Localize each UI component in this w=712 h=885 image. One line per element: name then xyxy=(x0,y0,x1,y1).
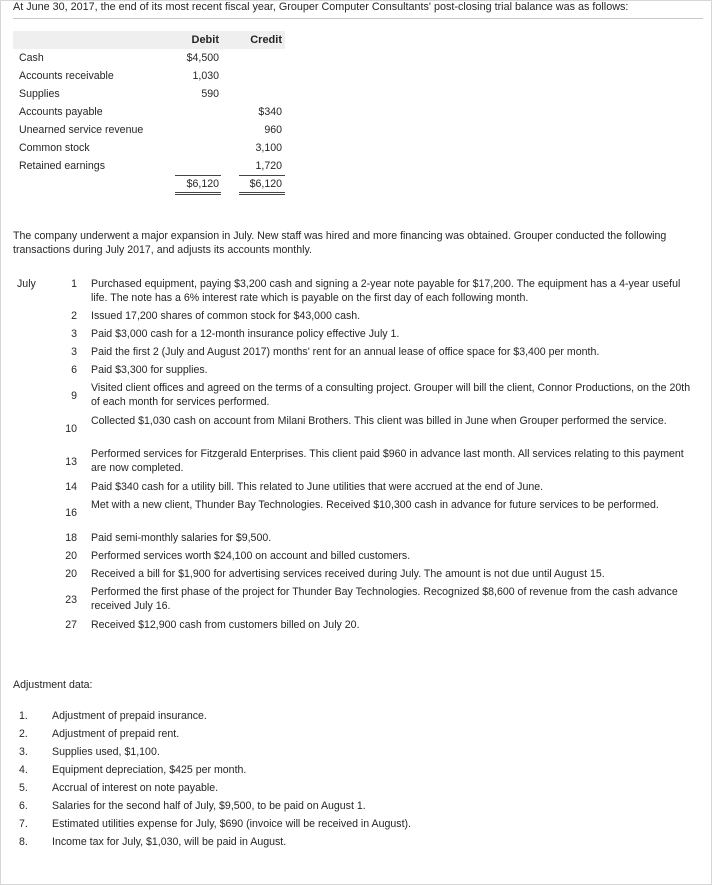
adjustment-text: Supplies used, $1,100. xyxy=(52,746,160,758)
transaction-text: Issued 17,200 shares of common stock for $43,000 cash. xyxy=(91,310,361,322)
table-row xyxy=(13,103,285,121)
intro-text: At June 30, 2017, the end of its most recent fiscal year, Grouper Computer Consultants' post-closing trial balance was as follows: xyxy=(13,0,703,19)
account-name: Accounts payable xyxy=(19,106,103,118)
list-item xyxy=(13,585,703,618)
list-item xyxy=(13,817,693,835)
trial-balance-table xyxy=(13,31,285,193)
adjustment-title: Adjustment data: xyxy=(13,679,93,691)
credit-double-rule-1 xyxy=(239,192,285,193)
total-credit: $6,120 xyxy=(249,178,282,190)
list-item xyxy=(13,277,703,309)
transaction-text: Performed services for Fitzgerald Enterprises. This client paid $960 in advance last month. All services relating to this payment are now completed. xyxy=(91,448,684,475)
transaction-day: 2 xyxy=(71,310,77,322)
transaction-day: 1 xyxy=(71,278,77,290)
transaction-day: 6 xyxy=(71,364,77,376)
list-item xyxy=(13,447,703,480)
transaction-day: 20 xyxy=(65,568,77,580)
transaction-day: 23 xyxy=(65,594,77,606)
list-item xyxy=(13,781,693,799)
list-item xyxy=(13,709,693,727)
adjustment-number: 5. xyxy=(19,782,28,794)
transaction-text: Received a bill for $1,900 for advertising services received during July. The amount is not due until August 15. xyxy=(91,568,605,580)
adjustment-number: 2. xyxy=(19,728,28,740)
list-item xyxy=(13,381,703,414)
transaction-text: Performed the first phase of the project for Thunder Bay Technologies. Recognized $8,600 of revenue from the cash advance received July 16. xyxy=(91,586,678,613)
expansion-paragraph: The company underwent a major expansion in July. New staff was hired and more financing was obtained. Grouper conducted the following transactions during July 2017, and adjusts its accounts monthly. xyxy=(13,230,667,257)
transaction-day: 27 xyxy=(65,619,77,631)
credit-value: 3,100 xyxy=(255,142,282,154)
credit-value: 960 xyxy=(264,124,282,136)
transaction-day: 14 xyxy=(65,481,77,493)
list-item xyxy=(13,327,703,345)
list-item xyxy=(13,727,693,745)
transaction-day: 18 xyxy=(65,532,77,544)
debit-double-rule-2 xyxy=(175,194,221,195)
debit-top-rule xyxy=(175,175,221,176)
totals-row xyxy=(13,175,285,193)
table-row xyxy=(13,157,285,175)
account-name: Retained earnings xyxy=(19,160,105,172)
transaction-text: Paid semi-monthly salaries for $9,500. xyxy=(91,532,272,544)
debit-value: 590 xyxy=(201,88,219,100)
list-item xyxy=(13,531,703,549)
credit-value: $340 xyxy=(258,106,282,118)
adjustment-number: 6. xyxy=(19,800,28,812)
transaction-day: 13 xyxy=(65,456,77,468)
debit-value: 1,030 xyxy=(192,70,219,82)
adjustment-number: 1. xyxy=(19,710,28,722)
adjustment-list xyxy=(13,709,693,853)
list-item xyxy=(13,745,693,763)
list-item xyxy=(13,363,703,381)
transaction-day: 9 xyxy=(71,390,77,402)
transaction-text: Visited client offices and agreed on the terms of a consulting project. Grouper will bill the client, Connor Productions, on the 20th of each month for services performed. xyxy=(91,382,691,409)
transaction-day: 20 xyxy=(65,550,77,562)
adjustment-text: Estimated utilities expense for July, $690 (invoice will be received in August). xyxy=(52,818,411,830)
transaction-day: 16 xyxy=(65,507,77,519)
list-item xyxy=(13,345,703,363)
credit-value: 1,720 xyxy=(255,160,282,172)
transaction-day: 10 xyxy=(65,423,77,435)
adjustment-text: Adjustment of prepaid insurance. xyxy=(52,710,207,722)
credit-top-rule xyxy=(239,175,285,176)
trial-balance-header xyxy=(13,31,285,49)
list-item xyxy=(13,480,703,498)
transaction-text: Performed services worth $24,100 on account and billed customers. xyxy=(91,550,411,562)
transaction-text: Received $12,900 cash from customers billed on July 20. xyxy=(91,619,360,631)
adjustment-number: 7. xyxy=(19,818,28,830)
total-debit: $6,120 xyxy=(186,178,219,190)
transaction-text: Paid $3,000 cash for a 12-month insurance policy effective July 1. xyxy=(91,328,400,340)
account-name: Supplies xyxy=(19,88,60,100)
list-item xyxy=(13,567,703,585)
list-item xyxy=(13,309,703,327)
list-item xyxy=(13,414,703,447)
list-item xyxy=(13,498,703,531)
transaction-text: Collected $1,030 cash on account from Milani Brothers. This client was billed in June when Grouper performed the service. xyxy=(91,415,667,427)
adjustment-text: Salaries for the second half of July, $9,500, to be paid on August 1. xyxy=(52,800,366,812)
table-row xyxy=(13,139,285,157)
list-item xyxy=(13,799,693,817)
transaction-text: Paid the first 2 (July and August 2017) months' rent for an annual lease of office space for $3,400 per month. xyxy=(91,346,600,358)
transaction-text: Paid $3,300 for supplies. xyxy=(91,364,208,376)
debit-double-rule-1 xyxy=(175,192,221,193)
credit-header: Credit xyxy=(250,34,282,46)
transaction-day: 3 xyxy=(71,328,77,340)
account-name: Accounts receivable xyxy=(19,70,114,82)
transaction-month: July xyxy=(17,278,36,290)
adjustment-number: 3. xyxy=(19,746,28,758)
adjustment-text: Equipment depreciation, $425 per month. xyxy=(52,764,247,776)
transaction-text: Paid $340 cash for a utility bill. This related to June utilities that were accrued at the end of June. xyxy=(91,481,544,493)
adjustment-text: Income tax for July, $1,030, will be paid in August. xyxy=(52,836,287,848)
account-name: Cash xyxy=(19,52,44,64)
debit-header: Debit xyxy=(191,34,219,46)
adjustment-text: Adjustment of prepaid rent. xyxy=(52,728,180,740)
table-row xyxy=(13,85,285,103)
transaction-text: Purchased equipment, paying $3,200 cash and signing a 2-year note payable for $17,200. The equipment has a 4-year useful life. The note has a 6% interest rate which is payable on the first day of each following month. xyxy=(91,278,681,305)
account-name: Common stock xyxy=(19,142,90,154)
adjustment-number: 8. xyxy=(19,836,28,848)
adjustment-number: 4. xyxy=(19,764,28,776)
adjustment-text: Accrual of interest on note payable. xyxy=(52,782,219,794)
table-row xyxy=(13,67,285,85)
credit-double-rule-2 xyxy=(239,194,285,195)
transaction-text: Met with a new client, Thunder Bay Technologies. Received $10,300 cash in advance for future services to be performed. xyxy=(91,499,659,511)
list-item xyxy=(13,618,703,636)
debit-value: $4,500 xyxy=(186,52,219,64)
transaction-day: 3 xyxy=(71,346,77,358)
list-item xyxy=(13,549,703,567)
account-name: Unearned service revenue xyxy=(19,124,144,136)
list-item xyxy=(13,763,693,781)
table-row xyxy=(13,121,285,139)
list-item xyxy=(13,835,693,853)
table-row xyxy=(13,49,285,67)
transaction-list xyxy=(13,277,703,636)
